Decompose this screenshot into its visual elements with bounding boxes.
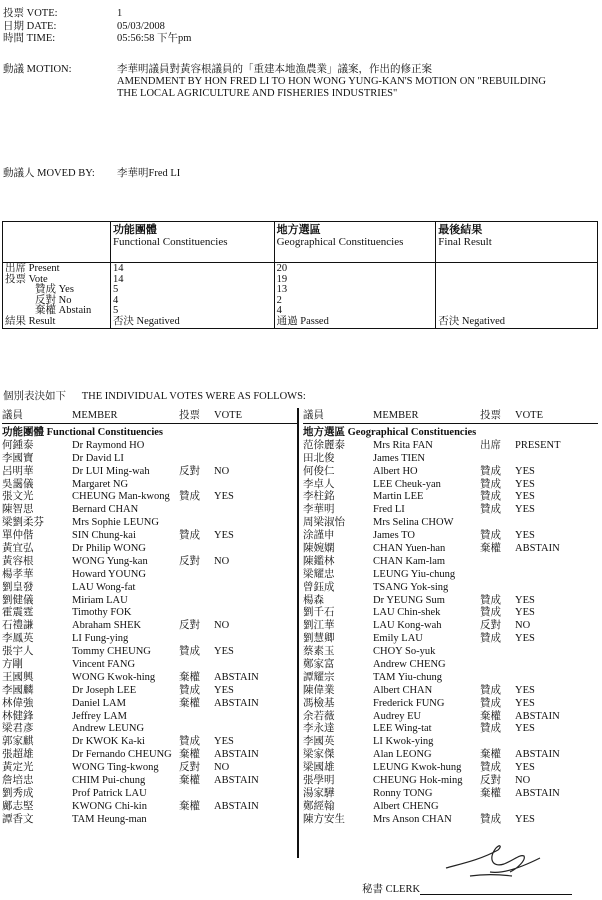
member-name-zh: 陳鑑林	[303, 555, 335, 567]
right-member-en-header: MEMBER	[373, 410, 419, 421]
member-name-en: CHIM Pui-chung	[72, 775, 146, 787]
member-name-en: Albert HO	[373, 465, 418, 477]
member-name-en: Mrs Anson CHAN	[373, 813, 452, 825]
vote-zh: 棄權	[480, 710, 501, 722]
member-name-zh: 楊孝華	[2, 568, 34, 580]
vote-zh: 反對	[179, 620, 200, 632]
right-member-row	[303, 749, 598, 762]
member-name-zh: 林偉強	[2, 697, 34, 709]
member-name-zh: 何俊仁	[303, 465, 335, 477]
vote-zh: 贊成	[480, 697, 501, 709]
vote-en: ABSTAIN	[214, 800, 259, 812]
member-name-zh: 王國興	[2, 671, 34, 683]
member-name-en: CHOY So-yuk	[373, 646, 436, 658]
member-name-zh: 譚香文	[2, 813, 34, 825]
vote-zh: 棄權	[480, 787, 501, 799]
vote-zh: 出席	[480, 439, 501, 451]
vote-en: ABSTAIN	[515, 710, 560, 722]
member-name-zh: 鄭經翰	[303, 800, 335, 812]
vote-number: 1	[117, 8, 123, 19]
member-name-en: Abraham SHEK	[72, 620, 142, 632]
member-name-zh: 陳婉嫻	[303, 543, 335, 555]
member-name-en: James TO	[373, 530, 415, 542]
member-name-en: Alan LEONG	[373, 749, 432, 761]
right-col-headers	[303, 410, 598, 424]
member-name-zh: 劉江華	[303, 620, 335, 632]
left-member-row	[2, 814, 297, 827]
right-member-row	[303, 633, 598, 646]
member-name-zh: 李柱銘	[303, 491, 335, 503]
member-name-en: Dr Fernando CHEUNG	[72, 749, 172, 761]
functional-header: 功能團體 Functional Constituencies	[110, 222, 274, 263]
member-name-en: Bernard CHAN	[72, 504, 139, 516]
right-member-row	[303, 440, 598, 453]
right-member-row	[303, 569, 598, 582]
vote-zh: 贊成	[480, 684, 501, 696]
member-name-en: LI Kwok-ying	[373, 736, 434, 748]
member-name-zh: 鄺志堅	[2, 800, 34, 812]
left-member-row	[2, 595, 297, 608]
member-name-zh: 李鳳英	[2, 633, 34, 645]
member-name-en: Dr Philip WONG	[72, 543, 146, 555]
member-name-zh: 張宇人	[2, 646, 34, 658]
vote-label: 投票 VOTE:	[3, 8, 58, 19]
member-name-zh: 李永達	[303, 723, 335, 735]
vote-en: YES	[515, 762, 535, 774]
left-member-row	[2, 775, 297, 788]
member-name-en: TAM Heung-man	[72, 813, 147, 825]
right-member-row	[303, 517, 598, 530]
right-member-zh-header: 議員	[303, 410, 324, 421]
right-member-row	[303, 453, 598, 466]
vote-zh: 贊成	[480, 594, 501, 606]
right-member-row	[303, 607, 598, 620]
right-member-row	[303, 479, 598, 492]
vote-en: ABSTAIN	[515, 749, 560, 761]
vote-zh: 贊成	[480, 530, 501, 542]
member-name-zh: 陳智思	[2, 504, 34, 516]
motion-en-line1: AMENDMENT BY HON FRED LI TO HON WONG YUNG-KAN'S MOTION ON "REBUILDING	[117, 76, 546, 88]
right-member-row	[303, 646, 598, 659]
member-name-en: Ronny TONG	[373, 787, 433, 799]
vote-en: ABSTAIN	[214, 697, 259, 709]
vote-zh: 贊成	[480, 478, 501, 490]
member-name-en: LEUNG Kwok-hung	[373, 762, 462, 774]
vote-en: YES	[214, 491, 234, 503]
right-section-title: 地方選區 Geographical Constituencies	[303, 427, 477, 438]
member-name-en: Martin LEE	[373, 491, 424, 503]
motion-en-line2: THE LOCAL AGRICULTURE AND FISHERIES INDUSTRIES"	[117, 88, 398, 100]
member-name-zh: 涂謹申	[303, 530, 335, 542]
right-member-row	[303, 775, 598, 788]
member-name-en: Prof Patrick LAU	[72, 787, 147, 799]
member-name-en: LAU Wong-fat	[72, 581, 136, 593]
left-member-row	[2, 530, 297, 543]
vote-en: ABSTAIN	[515, 787, 560, 799]
vote-zh: 贊成	[179, 646, 200, 658]
right-member-row	[303, 491, 598, 504]
member-name-zh: 黃容根	[2, 555, 34, 567]
member-name-zh: 郭家麒	[2, 736, 34, 748]
member-name-en: Dr LUI Ming-wah	[72, 465, 150, 477]
member-name-en: Howard YOUNG	[72, 568, 146, 580]
member-name-zh: 呂明華	[2, 465, 34, 477]
vote-zh: 贊成	[179, 491, 200, 503]
motion-label: 動議 MOTION:	[3, 64, 72, 75]
vote-en: NO	[214, 620, 230, 632]
clerk-signature-line	[420, 894, 572, 895]
right-member-row	[303, 801, 598, 814]
member-name-zh: 劉健儀	[2, 594, 34, 606]
vote-en: YES	[515, 594, 535, 606]
member-name-en: Miriam LAU	[72, 594, 128, 606]
vote-en: PRESENT	[515, 439, 561, 451]
vote-en: YES	[515, 633, 535, 645]
vote-time: 05:56:58 下午pm	[117, 33, 192, 44]
left-col-headers	[2, 410, 297, 424]
right-member-row	[303, 711, 598, 724]
right-member-row	[303, 723, 598, 736]
results-corner	[3, 222, 111, 263]
left-member-row	[2, 749, 297, 762]
member-name-zh: 李華明	[303, 504, 335, 516]
member-name-en: TAM Yiu-chung	[373, 671, 443, 683]
left-member-list	[2, 427, 297, 827]
member-name-en: CHAN Kam-lam	[373, 555, 446, 567]
vote-en: ABSTAIN	[515, 543, 560, 555]
right-member-row	[303, 698, 598, 711]
member-name-en: Andrew CHENG	[373, 659, 446, 671]
member-name-zh: 林健鋒	[2, 710, 34, 722]
member-name-en: James TIEN	[373, 452, 426, 464]
vote-en: NO	[515, 775, 531, 787]
left-member-row	[2, 762, 297, 775]
right-member-row	[303, 582, 598, 595]
vote-zh: 贊成	[480, 504, 501, 516]
member-name-en: Albert CHENG	[373, 800, 439, 812]
vote-zh: 贊成	[480, 491, 501, 503]
member-name-en: Andrew LEUNG	[72, 723, 145, 735]
vote-en: YES	[515, 465, 535, 477]
left-member-zh-header: 議員	[2, 410, 23, 421]
left-member-row	[2, 736, 297, 749]
vote-date: 05/03/2008	[117, 20, 165, 32]
vote-zh: 贊成	[480, 813, 501, 825]
left-member-row	[2, 659, 297, 672]
clerk-signature-icon	[440, 838, 550, 884]
vote-en: NO	[214, 465, 230, 477]
member-name-zh: 何鍾泰	[2, 439, 34, 451]
left-member-row	[2, 672, 297, 685]
member-name-en: Audrey EU	[373, 710, 422, 722]
left-member-row	[2, 620, 297, 633]
member-name-zh: 劉皇發	[2, 581, 34, 593]
member-name-zh: 霍震霆	[2, 607, 34, 619]
member-name-zh: 田北俊	[303, 452, 335, 464]
left-member-row	[2, 556, 297, 569]
left-member-row	[2, 517, 297, 530]
right-member-row	[303, 595, 598, 608]
left-member-row	[2, 466, 297, 479]
individual-heading: 個別表決如下 THE INDIVIDUAL VOTES WERE AS FOLLOWS:	[3, 391, 306, 402]
right-member-row	[303, 672, 598, 685]
member-name-zh: 鄭家富	[303, 659, 335, 671]
column-divider	[297, 408, 299, 858]
member-name-en: LEUNG Yiu-chung	[373, 568, 456, 580]
vote-en: NO	[214, 555, 230, 567]
member-name-en: TSANG Yok-sing	[373, 581, 449, 593]
member-name-zh: 余若薇	[303, 710, 335, 722]
header-values	[117, 8, 191, 46]
member-name-en: Mrs Rita FAN	[373, 439, 433, 451]
member-name-en: LI Fung-ying	[72, 633, 129, 645]
member-name-zh: 張文光	[2, 491, 34, 503]
member-name-en: Tommy CHEUNG	[72, 646, 151, 658]
left-section-title: 功能團體 Functional Constituencies	[2, 427, 164, 438]
right-member-row	[303, 620, 598, 633]
member-name-zh: 梁家傑	[303, 749, 335, 761]
final-header: 最後結果 Final Result	[436, 222, 598, 263]
member-name-zh: 張學明	[303, 775, 335, 787]
member-name-en: SIN Chung-kai	[72, 530, 136, 542]
member-name-zh: 陳方安生	[303, 813, 345, 825]
vote-zh: 棄權	[480, 543, 501, 555]
member-name-zh: 范徐麗泰	[303, 439, 345, 451]
right-member-row	[303, 762, 598, 775]
member-name-en: Albert CHAN	[373, 684, 433, 696]
right-member-row	[303, 659, 598, 672]
member-name-en: LEE Cheuk-yan	[373, 478, 441, 490]
vote-zh: 棄權	[179, 697, 200, 709]
member-name-en: CHEUNG Man-kwong	[72, 491, 170, 503]
left-member-row	[2, 711, 297, 724]
right-member-list	[303, 427, 598, 827]
left-member-row	[2, 543, 297, 556]
member-name-zh: 黃定光	[2, 762, 34, 774]
member-name-en: Frederick FUNG	[373, 697, 445, 709]
member-name-zh: 陳偉業	[303, 684, 335, 696]
vote-en: YES	[515, 478, 535, 490]
member-name-en: LEE Wing-tat	[373, 723, 432, 735]
member-name-zh: 梁耀忠	[303, 568, 335, 580]
member-name-en: Vincent FANG	[72, 659, 136, 671]
member-name-en: Dr David LI	[72, 452, 124, 464]
member-name-zh: 李國英	[303, 736, 335, 748]
left-member-row	[2, 504, 297, 517]
left-member-row	[2, 582, 297, 595]
vote-en: YES	[214, 684, 234, 696]
right-member-row	[303, 814, 598, 827]
member-name-en: WONG Ting-kwong	[72, 762, 159, 774]
final-values	[436, 263, 598, 329]
member-name-en: Emily LAU	[373, 633, 423, 645]
member-name-en: Dr Joseph LEE	[72, 684, 137, 696]
vote-zh: 贊成	[480, 633, 501, 645]
member-name-zh: 曾鈺成	[303, 581, 335, 593]
motion-zh: 李華明議員對黃容根議員的「重建本地漁農業」議案，作出的修正案	[117, 64, 432, 75]
member-name-zh: 梁劉柔芬	[2, 517, 44, 529]
vote-en: NO	[515, 620, 531, 632]
member-name-zh: 譚耀宗	[303, 671, 335, 683]
vote-zh: 贊成	[179, 530, 200, 542]
left-member-row	[2, 491, 297, 504]
left-member-row	[2, 479, 297, 492]
left-member-row	[2, 440, 297, 453]
member-name-zh: 湯家驊	[303, 787, 335, 799]
vote-zh: 棄權	[179, 749, 200, 761]
vote-zh: 棄權	[179, 775, 200, 787]
member-name-zh: 周梁淑怡	[303, 517, 345, 529]
vote-en: YES	[214, 646, 234, 658]
right-member-row	[303, 543, 598, 556]
vote-zh: 棄權	[179, 671, 200, 683]
left-member-en-header: MEMBER	[72, 410, 118, 421]
member-name-zh: 劉慧卿	[303, 633, 335, 645]
member-name-en: Fred LI	[373, 504, 405, 516]
member-name-en: WONG Yung-kan	[72, 555, 148, 567]
vote-zh: 贊成	[480, 607, 501, 619]
right-member-row	[303, 466, 598, 479]
clerk-label: 秘書 CLERK	[362, 884, 421, 895]
member-name-en: LAU Kong-wah	[373, 620, 442, 632]
member-name-en: Mrs Sophie LEUNG	[72, 517, 159, 529]
member-name-en: WONG Kwok-hing	[72, 671, 156, 683]
vote-en: YES	[515, 607, 535, 619]
moved-by-value: 李華明Fred LI	[117, 168, 181, 179]
right-member-row	[303, 736, 598, 749]
right-vote-zh-header: 投票	[480, 410, 501, 421]
member-name-zh: 馮檢基	[303, 697, 335, 709]
member-name-zh: 吳靄儀	[2, 478, 34, 490]
vote-en: YES	[515, 813, 535, 825]
left-member-row	[2, 801, 297, 814]
member-name-zh: 李卓人	[303, 478, 335, 490]
vote-en: YES	[515, 504, 535, 516]
left-member-row	[2, 633, 297, 646]
vote-en: YES	[515, 530, 535, 542]
date-label: 日期 DATE:	[3, 20, 57, 32]
member-name-zh: 李國麟	[2, 684, 34, 696]
right-member-row	[303, 530, 598, 543]
member-name-zh: 楊森	[303, 594, 324, 606]
vote-zh: 反對	[480, 620, 501, 632]
vote-en: YES	[515, 491, 535, 503]
member-name-zh: 梁君彥	[2, 723, 34, 735]
member-name-zh: 黃宜弘	[2, 543, 34, 555]
vote-zh: 贊成	[480, 762, 501, 774]
member-name-zh: 李國寶	[2, 452, 34, 464]
right-member-row	[303, 788, 598, 801]
member-name-en: Dr Raymond HO	[72, 439, 145, 451]
left-member-row	[2, 453, 297, 466]
member-name-zh: 詹培忠	[2, 775, 34, 787]
member-name-en: LAU Chin-shek	[373, 607, 441, 619]
vote-zh: 棄權	[480, 749, 501, 761]
left-member-row	[2, 646, 297, 659]
member-name-zh: 方剛	[2, 659, 23, 671]
left-member-row	[2, 607, 297, 620]
vote-zh: 反對	[179, 555, 200, 567]
vote-zh: 反對	[179, 465, 200, 477]
member-name-en: Mrs Selina CHOW	[373, 517, 454, 529]
left-member-row	[2, 685, 297, 698]
vote-en: YES	[515, 684, 535, 696]
member-name-en: Dr KWOK Ka-ki	[72, 736, 145, 748]
left-vote-zh-header: 投票	[179, 410, 200, 421]
header-labels	[3, 8, 58, 46]
vote-en: ABSTAIN	[214, 671, 259, 683]
member-name-zh: 梁國雄	[303, 762, 335, 774]
left-member-row	[2, 698, 297, 711]
left-member-row	[2, 723, 297, 736]
left-member-row	[2, 569, 297, 582]
member-name-en: Jeffrey LAM	[72, 710, 127, 722]
vote-zh: 贊成	[480, 723, 501, 735]
results-row-labels: 出席 Present 投票 Vote 贊成 Yes 反對 No 棄權 Abstain 結果 Result	[3, 263, 111, 329]
member-name-en: Dr YEUNG Sum	[373, 594, 445, 606]
vote-zh: 反對	[179, 762, 200, 774]
motion-text	[117, 64, 597, 100]
geographical-header: 地方選區 Geographical Constituencies	[274, 222, 436, 263]
right-member-row	[303, 556, 598, 569]
moved-by-label: 動議人 MOVED BY:	[3, 168, 95, 179]
functional-values: 14 14 5 4 5 否決 Negatived	[110, 263, 274, 329]
vote-en: YES	[515, 697, 535, 709]
time-label: 時間 TIME:	[3, 33, 56, 44]
left-member-row	[2, 788, 297, 801]
member-name-en: Margaret NG	[72, 478, 129, 490]
member-name-zh: 張超雄	[2, 749, 34, 761]
vote-zh: 贊成	[480, 465, 501, 477]
right-member-row	[303, 504, 598, 517]
member-name-zh: 石禮謙	[2, 620, 34, 632]
geographical-values: 20 19 13 2 4 通過 Passed	[274, 263, 436, 329]
member-name-en: CHEUNG Hok-ming	[373, 775, 463, 787]
vote-zh: 贊成	[179, 736, 200, 748]
vote-zh: 反對	[480, 775, 501, 787]
member-name-en: CHAN Yuen-han	[373, 543, 446, 555]
vote-en: YES	[515, 723, 535, 735]
right-member-row	[303, 685, 598, 698]
member-name-zh: 蔡素玉	[303, 646, 335, 658]
vote-en: ABSTAIN	[214, 749, 259, 761]
vote-zh: 贊成	[179, 684, 200, 696]
member-name-en: Daniel LAM	[72, 697, 126, 709]
member-name-zh: 劉千石	[303, 607, 335, 619]
member-name-zh: 劉秀成	[2, 787, 34, 799]
member-name-en: KWONG Chi-kin	[72, 800, 147, 812]
vote-en: NO	[214, 762, 230, 774]
member-name-zh: 單仲偕	[2, 530, 34, 542]
final-result: 否決 Negatived	[438, 315, 506, 327]
left-vote-en-header: VOTE	[214, 410, 242, 421]
vote-en: YES	[214, 736, 234, 748]
vote-zh: 棄權	[179, 800, 200, 812]
vote-en: ABSTAIN	[214, 775, 259, 787]
results-table	[2, 221, 598, 329]
right-vote-en-header: VOTE	[515, 410, 543, 421]
vote-en: YES	[214, 530, 234, 542]
member-name-en: Timothy FOK	[72, 607, 132, 619]
